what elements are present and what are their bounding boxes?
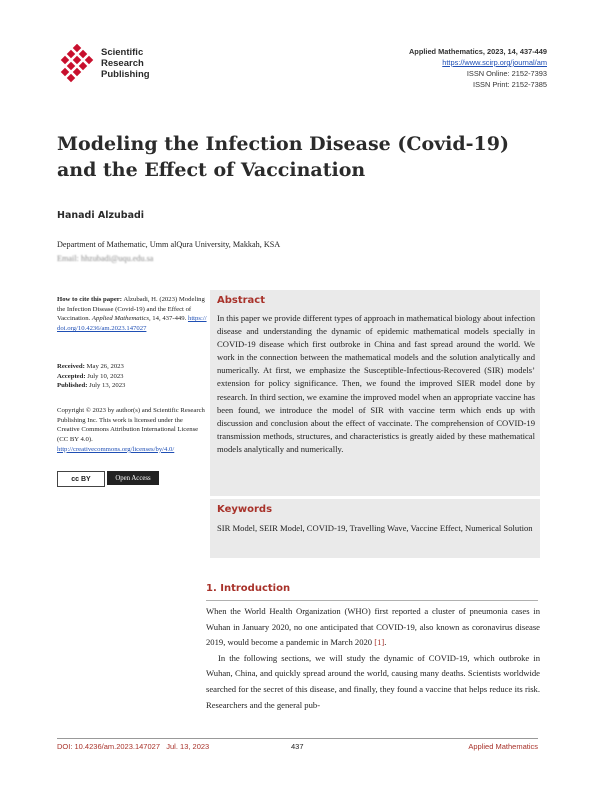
issn-print: ISSN Print: 2152-7385 [473,80,547,89]
license-link[interactable]: http://creativecommons.org/licenses/by/4.0/ [57,445,175,453]
author-name: Hanadi Alzubadi [57,210,145,221]
journal-header [409,46,547,90]
affiliation-text: Department of Mathematic, Umm alQura University, Makkah, KSA [57,240,281,249]
introduction-body: When the World Health Organization (WHO) first reported a cluster of pneumonia cases in Wuhan in January 2020, no one anticipated that COVID-19, also known as coronavirus disease 2019, would become a pandemic in March 2020 [1]. In the following sections, we will study the dynamic of COVID-19, which outbroke in Wuhan, China, and quickly spread around the world, causing many deaths. Scientists worldwide searched for the secret of this disease, and finally, they found a vaccine that helps reduce its risk. Researchers and the general pub- [206,604,540,713]
copyright-block [57,406,207,455]
journal-citation: Applied Mathematics, 2023, 14, 437-449 [408,47,547,56]
keywords-heading: Keywords [217,504,273,515]
accepted-label: Accepted: [57,372,86,380]
copyright-text: Copyright © 2023 by author(s) and Scientific Research Publishing Inc. This work is licensed under the Creative Commons Attribution International License (CC BY 4.0). [57,407,205,444]
author-email[interactable]: Email: hhzubadi@uqu.edu.sa [57,254,154,263]
journal-url-link[interactable]: https://www.scirp.org/journal/am [442,58,547,67]
page-number: 437 [291,742,304,751]
scirp-logo-icon [57,44,97,84]
cite-journal: Applied Mathematics, [91,315,151,323]
received-label: Received: [57,363,85,370]
dates-block [57,362,207,391]
published-label: Published: [57,382,88,390]
intro-paragraph-1: When the World Health Organization (WHO) first reported a cluster of pneumonia cases in Wuhan in January 2020, no one anticipated that COVID-19, also known as coronavirus disease 2019, would become a pandemic in March 2020 [206,606,540,648]
reference-link[interactable]: [1] [374,637,385,648]
publisher-name: Scientific Research Publishing [101,47,150,80]
cc-license-badge[interactable]: cc BY [57,471,105,487]
section-divider [206,600,538,601]
introduction-heading: 1. Introduction [206,583,291,594]
keywords-text: SIR Model, SEIR Model, COVID-19, Travelling Wave, Vaccine Effect, Numerical Solution [217,523,533,533]
abstract-heading: Abstract [217,295,266,306]
footer-journal: Applied Mathematics [468,742,538,751]
footer-divider [57,738,538,739]
footer-date: Jul. 13, 2023 [166,742,210,751]
cite-text: Alzubadi, H. (2023) Modeling the Infection Disease (Covid-19) and the Effect of Vaccination. [57,296,205,323]
cite-volume: 14, 437-449. [152,315,187,323]
abstract-text: In this paper we provide different types of approach in mathematical biology about infection disease and understanding the dynamic of epidemic mathematical models specially in COVID-19 disease which first outbroke in China and fast spread around the world. We work in the connection between the mathematical models and the solution analytically and numerically. At first, we emphasize the Susceptible-Infectious-Recovered (SIR) models’ extension for policy significance. Then, we found the improved SIER model done by research. In third section, we examine the improved model when an appropriate vaccine has been found, we introduce the model of SIR with vaccine term which ends up with discussion and conclusion about the effect of vaccinate. The comprehension of COVID-19 transmission methods, structures, and characteristics is greatly aided by these mathematical models analytically and numerically. [217,313,535,454]
accepted-date: July 10, 2023 [87,372,124,380]
intro-paragraph-2: In the following sections, we will study the dynamic of COVID-19, which outbroke in Wuhan, China, and quickly spread around the world, causing many deaths. Scientists worldwide searched for the secret of this disease, and finally, they found a vaccine that helps reduce its risk. Researchers and the general pub- [206,652,540,710]
published-date: July 13, 2023 [89,382,126,390]
paper-title: Modeling the Infection Disease (Covid-19) and the Effect of Vaccination [57,133,509,181]
footer-doi: DOI: 10.4236/am.2023.147027 Jul. 13, 2023 [57,742,210,751]
issn-online: ISSN Online: 2152-7393 [466,69,547,78]
cite-doi-link[interactable]: https://doi.org/10.4236/am.2023.147027 [57,315,207,333]
citation-block [57,295,207,334]
received-date: May 26, 2023 [86,363,124,370]
open-access-badge: Open Access [107,471,159,485]
cite-label: How to cite this paper: [57,296,123,303]
affiliation [57,238,280,266]
